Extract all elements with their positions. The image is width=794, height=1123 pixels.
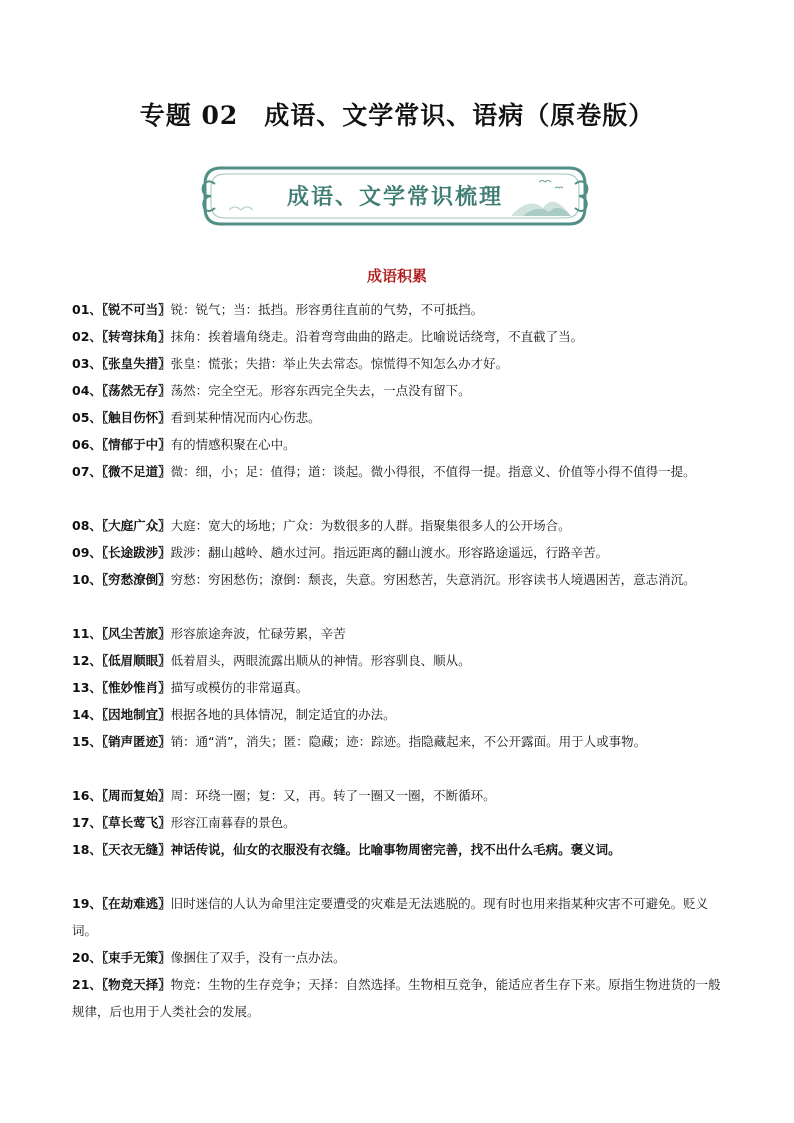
banner-title: 成语、文学常识梳理 bbox=[286, 185, 503, 210]
idiom-number: 02、 bbox=[72, 329, 102, 344]
idiom-definition: 穷愁：穷困愁伤；潦倒：颓丧，失意。穷困愁苦，失意消沉。形容读书人境遇困苦，意志消沉。 bbox=[170, 572, 696, 587]
idiom-term: 〖穷愁潦倒〗 bbox=[101, 572, 171, 587]
idiom-term: 〖荡然无存〗 bbox=[101, 383, 171, 398]
idiom-number: 19、 bbox=[72, 896, 102, 911]
idiom-term: 〖微不足道〗 bbox=[101, 464, 171, 479]
idiom-definition: 形容江南暮春的景色。 bbox=[170, 815, 296, 830]
idiom-number: 12、 bbox=[72, 653, 102, 668]
idiom-term: 〖销声匿迹〗 bbox=[101, 734, 171, 749]
idiom-entry bbox=[72, 377, 732, 404]
document-title: 专题 02 成语、文学常识、语病（原卷版） bbox=[139, 101, 655, 130]
idiom-number: 16、 bbox=[72, 788, 102, 803]
idiom-entry bbox=[72, 836, 732, 863]
idiom-entry bbox=[72, 404, 732, 431]
idiom-definition: 旧时迷信的人认为命里注定要遭受的灾难是无法逃脱的。现有时也用来指某种灾害不可避免。贬义词。 bbox=[72, 896, 709, 938]
section-banner bbox=[199, 162, 591, 230]
idiom-term: 〖情郁于中〗 bbox=[101, 437, 171, 452]
idiom-term: 〖转弯抹角〗 bbox=[101, 329, 171, 344]
idiom-definition: 形容旅途奔波，忙碌劳累，辛苦 bbox=[170, 626, 346, 641]
idiom-number: 10、 bbox=[72, 572, 102, 587]
idiom-number: 20、 bbox=[72, 950, 102, 965]
idiom-number: 21、 bbox=[72, 977, 102, 992]
idiom-entry bbox=[72, 782, 732, 809]
idiom-number: 18、 bbox=[72, 842, 102, 857]
idiom-definition: 跋涉：翻山越岭、趟水过河。指远距离的翻山渡水。形容路途遥远，行路辛苦。 bbox=[170, 545, 609, 560]
idiom-number: 04、 bbox=[72, 383, 102, 398]
idiom-term: 〖因地制宜〗 bbox=[101, 707, 171, 722]
idiom-term: 〖低眉顺眼〗 bbox=[101, 653, 171, 668]
idiom-term: 〖锐不可当〗 bbox=[101, 302, 171, 317]
idiom-number: 14、 bbox=[72, 707, 102, 722]
idiom-entry bbox=[72, 674, 732, 701]
idiom-entry bbox=[72, 350, 732, 377]
idiom-definition: 抹角：挨着墙角绕走。沿着弯弯曲曲的路走。比喻说话绕弯，不直截了当。 bbox=[170, 329, 584, 344]
idiom-term: 〖大庭广众〗 bbox=[101, 518, 171, 533]
section-heading: 成语积累 bbox=[366, 267, 427, 285]
idiom-term: 〖长途跋涉〗 bbox=[101, 545, 171, 560]
idiom-definition: 物竞：生物的生存竞争；天择：自然选择。生物相互竞争，能适应者生存下来。原指生物进货的一般规律，后也用于人类社会的发展。 bbox=[72, 977, 721, 1019]
idiom-term: 〖草长莺飞〗 bbox=[101, 815, 171, 830]
idiom-definition: 销：通“消”，消失；匿：隐藏；迹：踪迹。指隐藏起来，不公开露面。用于人或事物。 bbox=[170, 734, 647, 749]
idiom-definition: 像捆住了双手，没有一点办法。 bbox=[170, 950, 346, 965]
idiom-number: 08、 bbox=[72, 518, 102, 533]
idiom-number: 15、 bbox=[72, 734, 102, 749]
idiom-number: 07、 bbox=[72, 464, 102, 479]
idiom-definition: 周：环绕一圈；复：又，再。转了一圈又一圈，不断循环。 bbox=[170, 788, 496, 803]
idiom-term: 〖周而复始〗 bbox=[101, 788, 171, 803]
idiom-term: 〖在劫难逃〗 bbox=[101, 896, 171, 911]
idiom-term: 〖天衣无缝〗 bbox=[101, 842, 171, 857]
idiom-number: 13、 bbox=[72, 680, 102, 695]
idiom-term: 〖触目伤怀〗 bbox=[101, 410, 171, 425]
idiom-definition: 有的情感积聚在心中。 bbox=[170, 437, 296, 452]
idiom-entry bbox=[72, 512, 732, 539]
idiom-entry bbox=[72, 890, 732, 944]
idiom-number: 01、 bbox=[72, 302, 102, 317]
idiom-definition: 张皇：慌张；失措：举止失去常态。惊慌得不知怎么办才好。 bbox=[170, 356, 509, 371]
idiom-entry bbox=[72, 728, 732, 755]
idiom-term: 〖张皇失措〗 bbox=[101, 356, 171, 371]
idiom-entry bbox=[72, 431, 732, 458]
idiom-number: 06、 bbox=[72, 437, 102, 452]
idiom-definition: 神话传说，仙女的衣服没有衣缝。比喻事物周密完善，找不出什么毛病。褒义词。 bbox=[170, 842, 621, 857]
idiom-number: 05、 bbox=[72, 410, 102, 425]
idiom-number: 03、 bbox=[72, 356, 102, 371]
idiom-definition: 描写或模仿的非常逼真。 bbox=[170, 680, 309, 695]
idiom-definition: 根据各地的具体情况，制定适宜的办法。 bbox=[170, 707, 396, 722]
idiom-entry bbox=[72, 296, 732, 323]
idiom-entry bbox=[72, 944, 732, 971]
idiom-entry bbox=[72, 566, 732, 593]
idiom-definition: 微：细，小；足：值得；道：谈起。微小得很，不值得一提。指意义、价值等小得不值得一提。 bbox=[170, 464, 696, 479]
idiom-entry bbox=[72, 971, 732, 1025]
idiom-entry bbox=[72, 809, 732, 836]
idiom-term: 〖束手无策〗 bbox=[101, 950, 171, 965]
idiom-definition: 大庭：宽大的场地；广众：为数很多的人群。指聚集很多人的公开场合。 bbox=[170, 518, 571, 533]
idiom-entry bbox=[72, 323, 732, 350]
idiom-number: 11、 bbox=[72, 626, 102, 641]
idiom-term: 〖物竞天择〗 bbox=[101, 977, 171, 992]
idiom-definition: 低着眉头，两眼流露出顺从的神情。形容驯良、顺从。 bbox=[170, 653, 471, 668]
idiom-entry bbox=[72, 620, 732, 647]
idiom-number: 09、 bbox=[72, 545, 102, 560]
idiom-definition: 锐：锐气；当：抵挡。形容勇往直前的气势，不可抵挡。 bbox=[170, 302, 484, 317]
idiom-term: 〖风尘苦旅〗 bbox=[101, 626, 171, 641]
idiom-entry bbox=[72, 458, 732, 485]
idiom-entry bbox=[72, 701, 732, 728]
idiom-definition: 看到某种情况而内心伤悲。 bbox=[170, 410, 321, 425]
idiom-definition: 荡然：完全空无。形容东西完全失去，一点没有留下。 bbox=[170, 383, 471, 398]
idiom-entry bbox=[72, 647, 732, 674]
idiom-entry bbox=[72, 539, 732, 566]
idiom-number: 17、 bbox=[72, 815, 102, 830]
idiom-term: 〖惟妙惟肖〗 bbox=[101, 680, 171, 695]
